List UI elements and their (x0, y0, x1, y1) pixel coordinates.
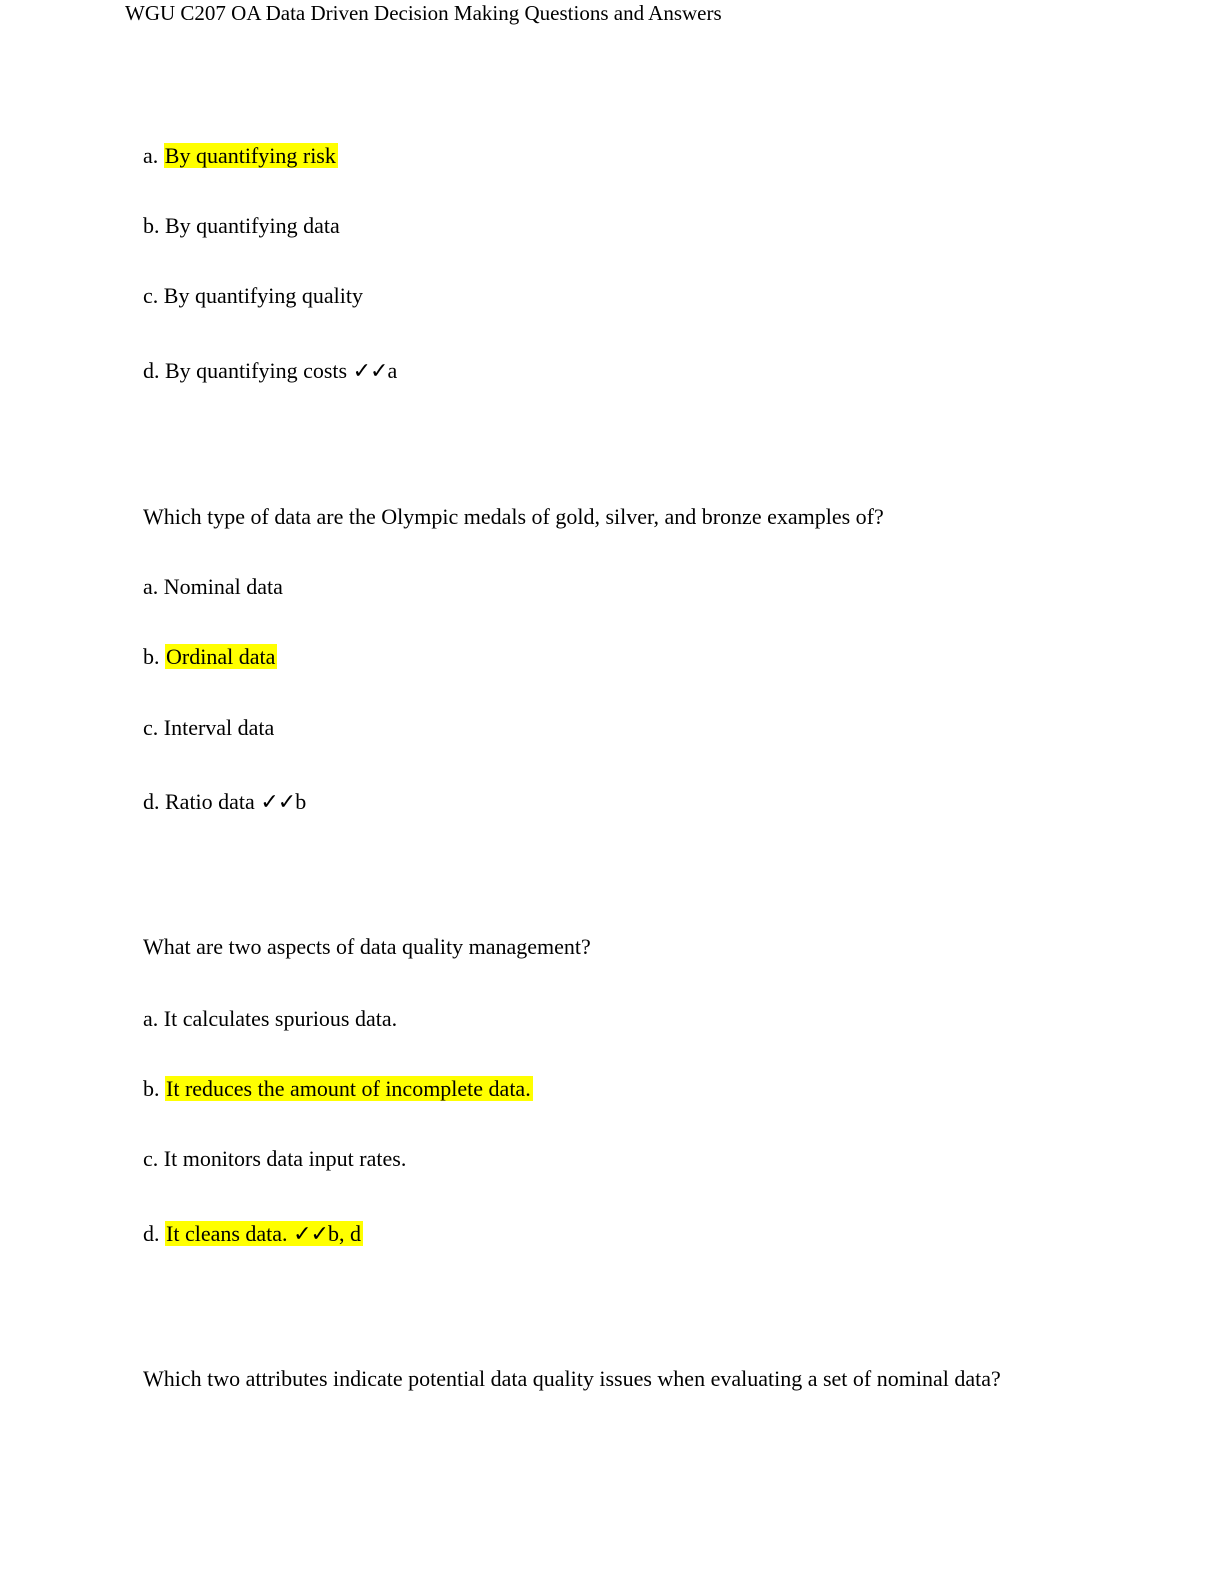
q3-option-c: c. It monitors data input rates. (143, 1146, 407, 1171)
page-header-title: WGU C207 OA Data Driven Decision Making Questions and Answers (125, 1, 722, 25)
q1-option-a-prefix: a. (143, 143, 164, 168)
q3-option-d-highlight (165, 1221, 363, 1246)
q2-option-c: c. Interval data (143, 715, 275, 740)
q2-question: Which type of data are the Olympic medals of gold, silver, and bronze examples of? (143, 504, 884, 529)
q3-option-a: a. It calculates spurious data. (143, 1006, 398, 1031)
q1-checkmarks: ✓✓ (352, 359, 388, 384)
q3-option-d-text: It cleans data. (166, 1221, 294, 1246)
q3-question: What are two aspects of data quality management? (143, 934, 591, 959)
q2-option-b-highlight: Ordinal data (166, 644, 276, 669)
q2-option-b (143, 644, 277, 670)
q1-answer: a (387, 358, 398, 383)
q3-option-b-highlight: It reduces the amount of incomplete data. (166, 1076, 531, 1101)
q2-option-d (143, 789, 306, 816)
q3-option-d-prefix: d. (143, 1221, 165, 1246)
q1-option-d (143, 358, 397, 385)
q3-option-b-prefix: b. (143, 1076, 165, 1101)
q2-checkmarks: ✓✓ (260, 790, 296, 815)
q3-option-b (143, 1076, 533, 1102)
q2-answer: b (295, 789, 307, 814)
q3-option-d (143, 1221, 363, 1248)
q2-option-d-text: d. Ratio data (143, 789, 261, 814)
q3-answer: b, d (327, 1221, 361, 1246)
q3-checkmarks: ✓✓ (293, 1222, 328, 1247)
q1-option-c: c. By quantifying quality (143, 283, 363, 308)
q1-option-d-text: d. By quantifying costs (143, 358, 353, 383)
q4-question: Which two attributes indicate potential data quality issues when evaluating a set of nominal data? (143, 1366, 1001, 1391)
q1-option-a-highlight: By quantifying risk (164, 143, 336, 168)
q2-option-a: a. Nominal data (143, 574, 283, 599)
q2-option-b-prefix: b. (143, 644, 165, 669)
q1-option-a (143, 143, 338, 169)
q1-option-b: b. By quantifying data (143, 213, 340, 238)
